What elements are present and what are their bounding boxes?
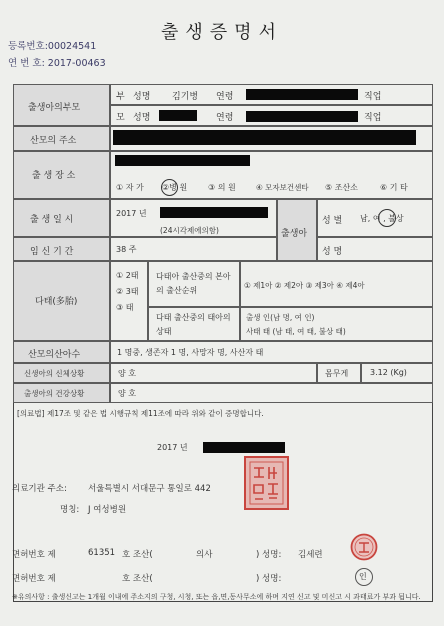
license-1-number: 61351	[88, 548, 116, 558]
license-2-name-label: ) 성명:	[256, 574, 282, 584]
birth-time-label: 출 생 일 시	[30, 215, 74, 225]
father-label: 부	[116, 92, 125, 102]
birth-order-options: ① 제1아 ② 제2아 ③ 제3아 ④ 제4아	[244, 281, 365, 290]
institution-name-label: 명칭:	[60, 505, 80, 515]
mother-label: 모	[116, 113, 125, 123]
license-1-role: 의사	[196, 550, 213, 560]
institution-address-label: 의료기관 주소:	[12, 484, 67, 494]
birthplace-option-other: ⑥ 기 타	[380, 183, 408, 192]
child-name-label: 성 명	[322, 247, 343, 257]
document-title: 출생증명서	[161, 22, 283, 43]
birthplace-option-midwifery: ⑤ 조산소	[325, 183, 358, 192]
fetus-status-death: 사태 태 (남 태, 여 태, 불상 태)	[246, 327, 346, 336]
sex-label: 성 별	[322, 216, 343, 226]
birthplace-option-hospital: ②병 원	[162, 183, 188, 192]
father-job-label: 직업	[364, 92, 382, 102]
newborn-health-value: 양 호	[118, 369, 136, 378]
registration-number-label: 등록번호	[8, 41, 45, 52]
certification-text: [의료법] 제17조 및 같은 법 시행규칙 제11조에 따라 위와 같이 증명합니다.	[17, 409, 264, 418]
mother-age-redaction	[246, 111, 358, 122]
serial-number-value: : 2017-00463	[41, 58, 106, 69]
mother-health-label: 출생아의 건강상황	[24, 389, 85, 398]
birthplace-option-clinic: ③ 의 원	[208, 183, 236, 192]
birth-order-label: 다태아 출산중의 본아의 출산순위	[156, 272, 231, 295]
birth-year: 2017 년	[116, 209, 147, 218]
mother-health-value: 양 호	[118, 389, 136, 398]
birthplace-redaction	[115, 155, 250, 166]
mother-health-cell	[110, 383, 433, 403]
birthplace-option-health-center: ④ 모자보건센타	[256, 183, 309, 192]
multiple-count-other: ③ 태	[116, 303, 134, 312]
mother-job-label: 직업	[364, 113, 382, 123]
license-2-label: 면허번호 제	[12, 574, 56, 584]
fetus-status-label: 다태 출산중의 태아의 상태	[156, 313, 231, 336]
birth-date-redaction	[160, 207, 268, 218]
license-1-label: 면허번호 제	[12, 550, 56, 560]
delivery-count-value: 1 명중, 생존자 1 명, 사망자 명, 사산자 태	[117, 348, 264, 357]
doctor-seal	[350, 533, 378, 561]
sex-selected-circle	[378, 209, 396, 227]
mother-address-label: 산모의 주소	[30, 136, 77, 146]
mother-address-redaction	[113, 130, 416, 145]
institution-name: J 여성병원	[88, 505, 127, 515]
child-label: 출생아	[281, 229, 308, 239]
selected-option-circle	[161, 179, 178, 196]
time-format-note: (24시각제에의함)	[160, 226, 219, 235]
license-2-seal-label: 인	[359, 572, 367, 581]
footnote: ※유의사항 : 출생신고는 1개월 이내에 주소지의 구청, 시청, 또는 읍,면,동사무소에 하며 지연 신고 및 미신고 시 과태료가 부과 됩니다.	[12, 593, 421, 601]
father-name: 김기병	[172, 92, 199, 102]
multiple-label: 다태(多胎)	[35, 297, 78, 307]
birthplace-label: 출 생 장 소	[32, 171, 76, 181]
sex-options: 남, 여 , 불상	[360, 214, 404, 223]
delivery-count-label: 산모의산아수	[28, 350, 81, 360]
parents-header: 출생아의부모	[28, 103, 81, 113]
newborn-health-cell	[110, 363, 317, 383]
hospital-seal	[243, 455, 290, 511]
license-2-kind: 호 조산(	[122, 574, 153, 584]
institution-address: 서울특별시 서대문구 통일로 442	[88, 484, 211, 494]
gestation-weeks: 38 주	[116, 245, 137, 254]
mother-age-label: 연령	[216, 113, 234, 123]
father-age-redaction	[246, 89, 358, 100]
father-age-label: 연령	[216, 92, 234, 102]
license-1-kind: 호 조산(	[122, 550, 153, 560]
weight-value: 3.12 (Kg)	[370, 368, 407, 377]
mother-name-redaction	[159, 110, 197, 121]
fetus-status-birth: 출생 인(남 명, 여 인)	[246, 313, 315, 322]
serial-number	[8, 55, 106, 69]
father-name-label: 성명	[133, 92, 151, 102]
gestation-label: 임 신 기 간	[30, 247, 74, 257]
birthplace-option-home: ① 자 가	[116, 183, 144, 192]
registration-number-value: :00024541	[44, 41, 97, 52]
issue-year: 2017 년	[157, 443, 188, 452]
license-1-name-label: ) 성명:	[256, 550, 282, 560]
multiple-count-twins: ① 2태	[116, 271, 139, 280]
license-1-person: 김세련	[298, 550, 323, 560]
serial-number-label: 연 번 호	[8, 58, 42, 69]
newborn-health-label: 신생아의 신체상황	[24, 369, 85, 378]
weight-label: 몸무게	[325, 369, 349, 378]
registration-number	[8, 38, 96, 52]
mother-name-label: 성명	[133, 113, 151, 123]
issue-date-redaction	[203, 442, 285, 453]
multiple-count-triplets: ② 3태	[116, 287, 139, 296]
